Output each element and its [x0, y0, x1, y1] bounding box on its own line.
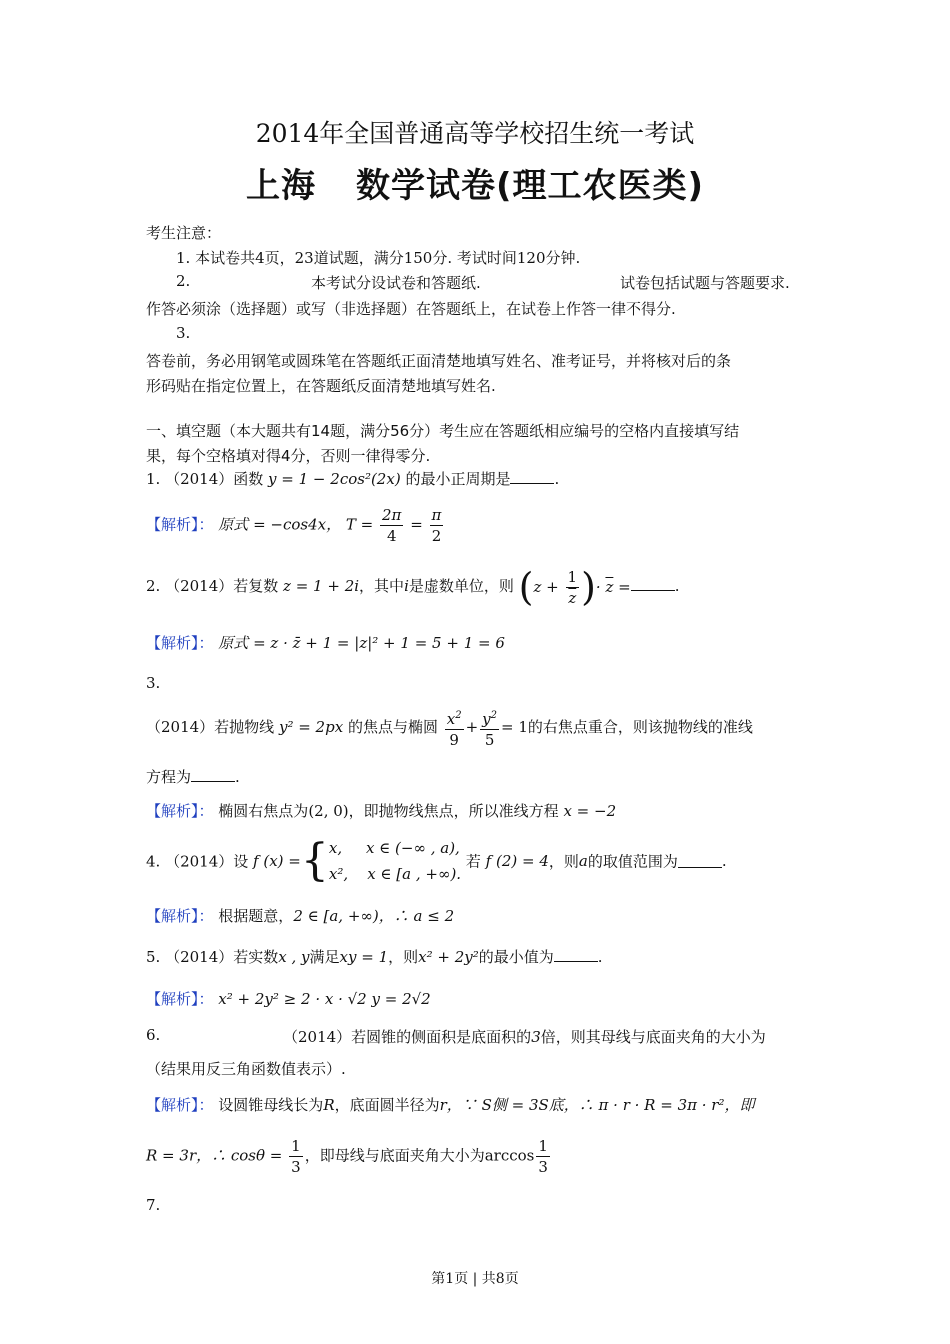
notice-item-2-number: 2. — [176, 272, 191, 290]
q3-solution-b: ，即抛物线焦点，所以准线方程 — [348, 802, 559, 820]
q2-formula: z = 1 + 2i — [283, 577, 360, 595]
notice-item-2-b: 试卷包括试题与答题要求. — [620, 274, 790, 292]
title-subject: 数学试卷(理工农医类) — [355, 166, 705, 206]
q3-suffix: 的右焦点重合，则该抛物线的准线 — [527, 718, 753, 736]
notice-item-2-a: 本考试分设试卷和答题纸. — [311, 274, 481, 292]
q4-answer-blank — [678, 855, 722, 868]
q2-solution: 【解析】： 原式 = z · z̄ + 1 = |z|² + 1 = 5 + 1 = 6 — [146, 634, 505, 652]
question-6-line2: （结果用反三角函数值表示）. — [146, 1060, 346, 1078]
q1-suffix: 的最小正周期是 — [405, 470, 511, 488]
q1-fraction-1: $\frac{2\pi}{4}$ — [382, 506, 402, 545]
notice-item-1: 1. 本试卷共4页，23道试题，满分150分. 考试时间120分钟. — [176, 249, 581, 267]
page-footer: 第1页 | 共8页 — [431, 1271, 519, 1287]
question-4: 4. （2014）设 f (x) ={ x, x ∈ (−∞ , a), x², x ∈ [a , +∞). 若 f (2) = 4，则a的取值范围为 . — [146, 835, 727, 886]
notice-item-3-a: 答卷前，务必用钢笔或圆珠笔在答题纸正面清楚地填写姓名、准考证号，并将核对后的条 — [146, 352, 732, 370]
solution-tag: 【解析】： — [146, 515, 214, 534]
notice-item-3-b: 形码贴在指定位置上，在答题纸反面清楚地填写姓名. — [146, 377, 496, 395]
q4-cond: f (2) = 4 — [485, 852, 549, 870]
q3-number: 3. — [146, 674, 161, 692]
exam-title-line2 — [0, 158, 950, 207]
q3-line2: 方程为 . — [146, 768, 240, 786]
q1-formula: y = 1 − 2cos²(2x) — [268, 470, 401, 488]
q6-fraction-2: $\frac{1}{3}$ — [538, 1137, 548, 1176]
q6-solution-line2: R = 3r，∴ cosθ = $\frac{1}{3}$ ，即母线与底面夹角大小为arccos $\frac{1}{3}$ — [146, 1137, 548, 1176]
q4-fx: f (x) = — [253, 852, 301, 870]
q6-fraction-1: $\frac{1}{3}$ — [291, 1137, 301, 1176]
section-1-intro-line2: 果，每个空格填对得4分，否则一律得零分. — [146, 447, 431, 465]
question-1: 1. （2014）函数 y = 1 − 2cos²(2x) 的最小正周期是 . — [146, 470, 560, 488]
q1-solution-b: T = — [345, 515, 374, 534]
question-6-line1: （2014）若圆锥的侧面积是底面积的3倍，则其母线与底面夹角的大小为 — [283, 1028, 766, 1046]
q4-cases: x, x ∈ (−∞ , a), x², x ∈ [a , +∞). — [328, 839, 462, 883]
q3-solution-a: 椭圆右焦点为 — [218, 802, 309, 820]
notice-item-3-number: 3. — [176, 324, 191, 342]
q4-prefix: 4. （2014）设 — [146, 852, 249, 871]
title-region: 上海 — [245, 166, 316, 206]
q2-fraction: $\frac{1}{z}$ — [567, 567, 578, 607]
q1-prefix: 1. （2014）函数 — [146, 470, 264, 488]
question-5: 5. （2014）若实数x , y满足xy = 1，则x² + 2y²的最小值为 . — [146, 948, 603, 966]
q3-answer-blank — [191, 769, 235, 782]
notice-item-2-c: 作答必须涂（选择题）或写（非选择题）在答题纸上，在试卷上作答一律不得分. — [146, 300, 676, 318]
q3-formula: y² = 2px — [278, 718, 344, 736]
q3-fraction-y: $\frac{y^2}{5}$ — [480, 706, 499, 750]
q5-solution: 【解析】： x² + 2y² ≥ 2 · x · √2 y = 2√2 — [146, 990, 431, 1008]
q2-imag-unit: i — [404, 577, 409, 595]
q3-point: (2, 0) — [308, 802, 349, 820]
q1-solution-a: 原式 = −cos4x， — [218, 515, 342, 534]
q7-number: 7. — [146, 1196, 161, 1214]
q3-solution: 【解析】： 椭圆右焦点为(2, 0)，即抛物线焦点，所以准线方程 x = −2 — [146, 802, 617, 820]
q3-mid: 的焦点与椭圆 — [347, 718, 438, 736]
q3-fraction-x: $\frac{x^2}{9}$ — [445, 706, 464, 750]
q5-solution-text: x² + 2y² ≥ 2 · x · √2 y = 2√2 — [218, 990, 431, 1008]
question-3: （2014）若抛物线 y² = 2px 的焦点与椭圆 $\frac{x^2}{9}$ + $\frac{y^2}{5}$ = 1的右焦点重合，则该抛物线的准线 — [146, 706, 753, 750]
q5-answer-blank — [554, 949, 598, 962]
q4-solution: 【解析】： 根据题意，2 ∈ [a, +∞)，∴ a ≤ 2 — [146, 907, 455, 925]
q1-solution: 【解析】： 原式 = −cos4x， T = $\frac{2\pi}{4}$ = $\frac{\pi}{2}$ — [146, 506, 442, 545]
q3-solution-c: x = −2 — [563, 802, 617, 820]
section-1-intro-line1: 一、填空题（本大题共有14题，满分56分）考生应在答题纸相应编号的空格内直接填写结 — [146, 422, 740, 440]
question-2: 2. （2014）若复数 z = 1 + 2i，其中i是虚数单位，则 (z + $\frac{1}{z}$ )· $\overline{z}$ = . — [146, 565, 680, 609]
q6-number: 6. — [146, 1026, 161, 1044]
exam-title-line1: 2014年全国普通高等学校招生统一考试 — [255, 119, 695, 148]
notice-heading: 考生注意： — [146, 224, 222, 242]
q2-mid: ，其中 — [359, 577, 405, 595]
q2-prefix: 2. （2014）若复数 — [146, 577, 279, 595]
q1-fraction-2: $\frac{\pi}{2}$ — [431, 506, 442, 545]
q1-answer-blank — [510, 471, 554, 484]
q3-prefix: （2014）若抛物线 — [146, 718, 275, 736]
q2-mid2: 是虚数单位，则 — [408, 577, 514, 595]
q2-solution-text: 原式 = z · z̄ + 1 = |z|² + 1 = 5 + 1 = 6 — [218, 634, 505, 652]
q6-solution-line1: 【解析】： 设圆锥母线长为R，底面圆半径为r，∵ S侧 = 3S底，∴ π · r · R = 3π · r²，即 — [146, 1096, 755, 1114]
q4-mid: 若 — [465, 852, 481, 871]
q2-answer-blank — [631, 578, 675, 591]
